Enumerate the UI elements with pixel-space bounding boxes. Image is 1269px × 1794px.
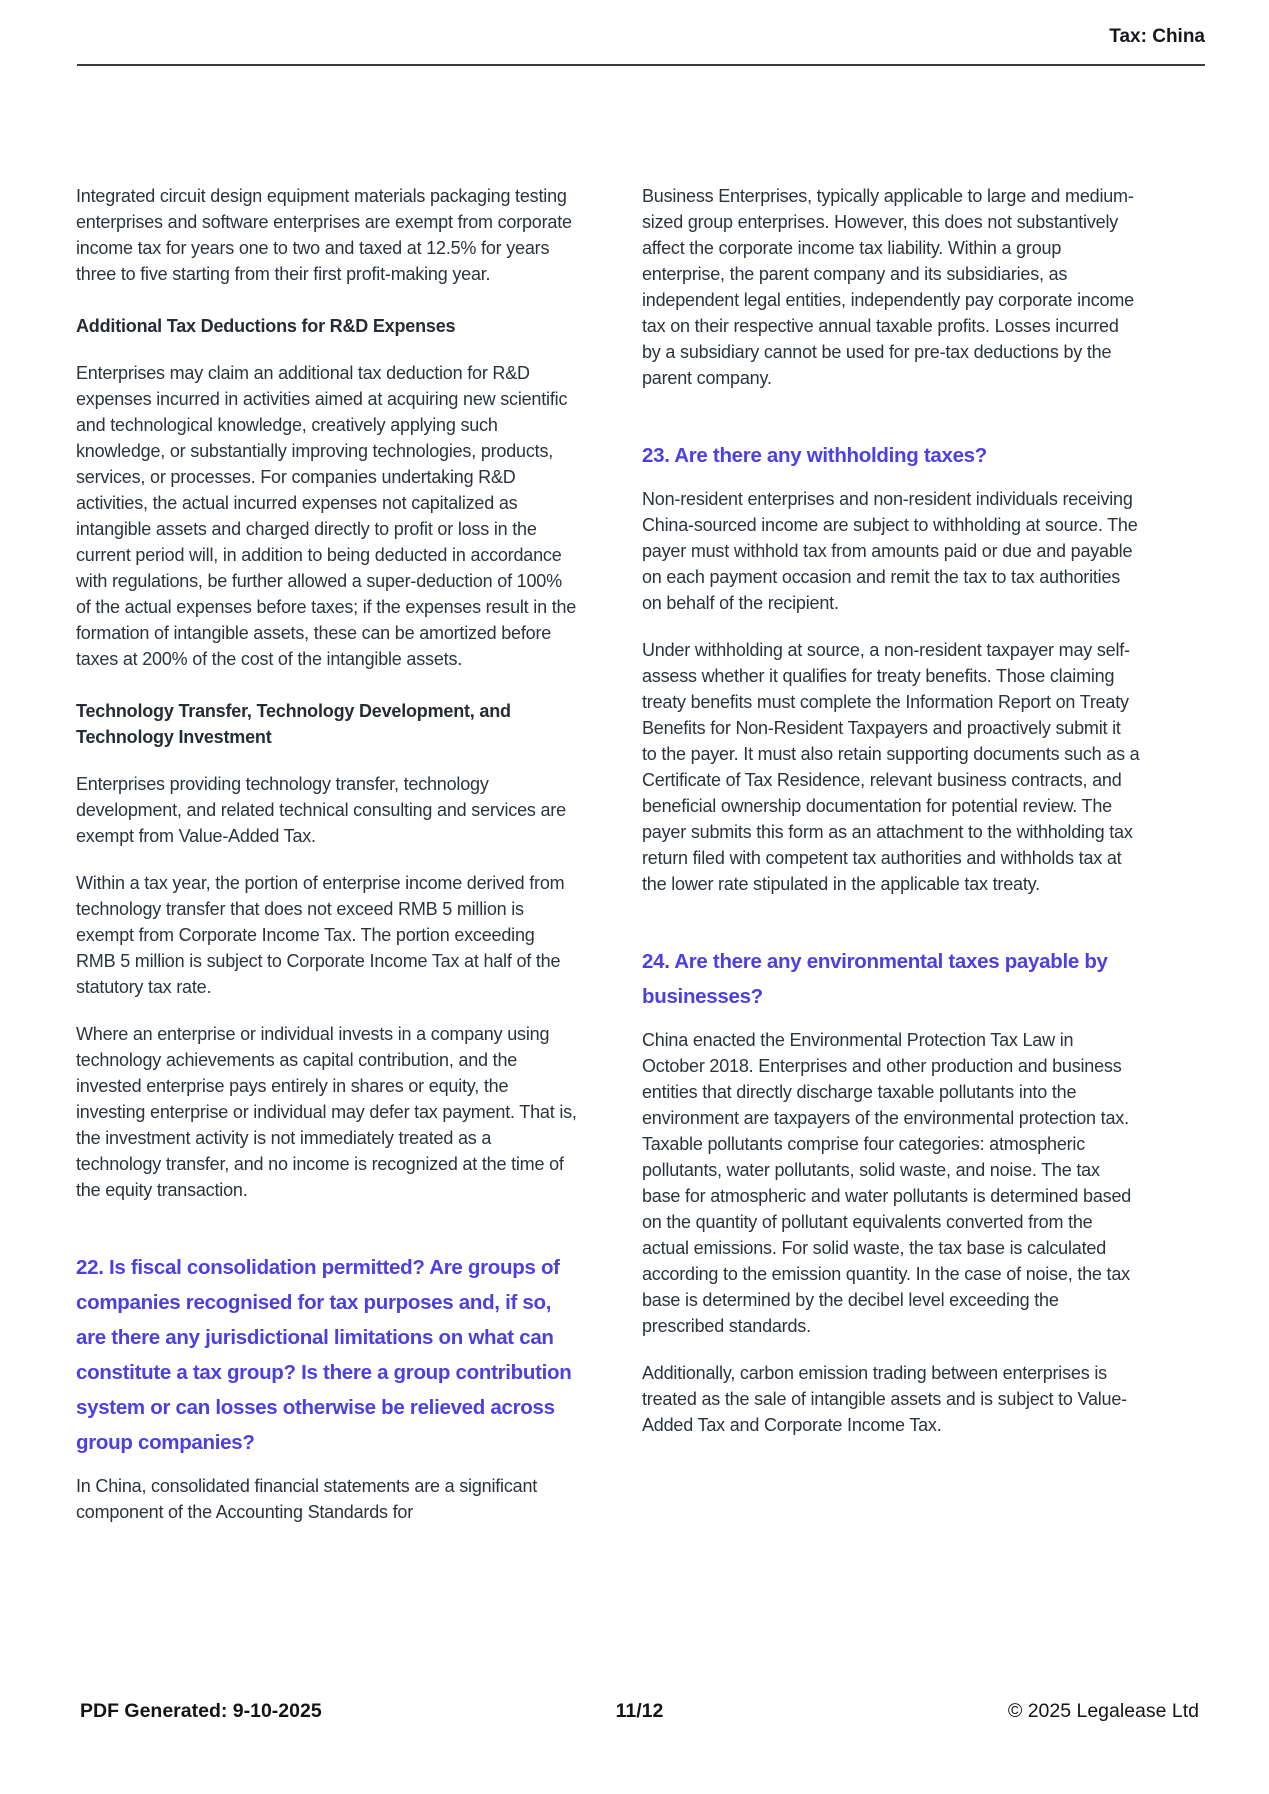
right-column	[642, 183, 1140, 1546]
paragraph: Enterprises providing technology transfer, technology development, and related technical consulting and services are exempt from Value-Added Tax.	[76, 774, 566, 846]
paragraph: In China, consolidated financial statements are a significant component of the Accounting Standards for	[76, 1476, 538, 1522]
page-content	[76, 183, 1140, 1546]
footer-generated-date: PDF Generated: 9-10-2025	[80, 1700, 322, 1722]
left-column	[76, 183, 578, 1546]
sub-heading: Additional Tax Deductions for R&D Expenses	[76, 316, 456, 336]
footer-page-number: 11/12	[615, 1700, 664, 1722]
sub-heading: Technology Transfer, Technology Development, and Technology Investment	[76, 701, 511, 747]
paragraph: Within a tax year, the portion of enterprise income derived from technology transfer that does not exceed RMB 5 million is exempt from Corporate Income Tax. The portion exceeding RMB 5 million is subject to Corporate Income Tax at half of the statutory tax rate.	[76, 873, 565, 997]
paragraph: Integrated circuit design equipment materials packaging testing enterprises and software enterprises are exempt from corporate income tax for years one to two and taxed at 12.5% for years three to five starting from their first profit-making year.	[76, 186, 572, 284]
page-footer	[80, 1700, 1199, 1723]
question-heading: 23. Are there any withholding taxes?	[642, 444, 987, 467]
paragraph: Additionally, carbon emission trading between enterprises is treated as the sale of intangible assets and is subject to Value-Added Tax and Corporate Income Tax.	[642, 1363, 1127, 1435]
paragraph: Non-resident enterprises and non-resident individuals receiving China-sourced income are subject to withholding at source. The payer must withhold tax from amounts paid or due and payable on each payment occasion and remit the tax to tax authorities on behalf of the recipient.	[642, 489, 1138, 613]
footer-copyright: © 2025 Legalease Ltd	[1007, 1700, 1200, 1722]
question-heading: 24. Are there any environmental taxes payable by businesses?	[642, 950, 1108, 1008]
page-header	[77, 26, 1205, 66]
paragraph: Business Enterprises, typically applicable to large and medium-sized group enterprises. However, this does not substantively affect the corporate income tax liability. Within a group enterprise, the parent company and its subsidiaries, as independent legal entities, independently pay corporate income tax on their respective annual taxable profits. Losses incurred by a subsidiary cannot be used for pre-tax deductions by the parent company.	[642, 186, 1134, 388]
paragraph: Under withholding at source, a non-resident taxpayer may self-assess whether it qualifies for treaty benefits. Those claiming treaty benefits must complete the Information Report on Treaty Benefits for Non-Resident Taxpayers and proactively submit it to the payer. It must also retain supporting documents such as a Certificate of Tax Residence, relevant business contracts, and beneficial ownership documentation for potential review. The payer submits this form as an attachment to the withholding tax return filed with competent tax authorities and withholds tax at the lower rate stipulated in the applicable tax treaty.	[642, 640, 1140, 894]
paragraph: Where an enterprise or individual invests in a company using technology achievements as capital contribution, and the invested enterprise pays entirely in shares or equity, the investing enterprise or individual may defer tax payment. That is, the investment activity is not immediately treated as a technology transfer, and no income is recognized at the time of the equity transaction.	[76, 1024, 577, 1200]
document-title: Tax: China	[1109, 26, 1205, 47]
question-heading: 22. Is fiscal consolidation permitted? Are groups of companies recognised for tax purposes and, if so, are there any jurisdictional limitations on what can constitute a tax group? Is there a group contribution system or can losses otherwise be relieved across group companies?	[76, 1256, 572, 1454]
paragraph: Enterprises may claim an additional tax deduction for R&D expenses incurred in activities aimed at acquiring new scientific and technological knowledge, creatively applying such knowledge, or substantially improving technologies, products, services, or processes. For companies undertaking R&D activities, the actual incurred expenses not capitalized as intangible assets and charged directly to profit or loss in the current period will, in addition to being deducted in accordance with regulations, be further allowed a super-deduction of 100% of the actual expenses before taxes; if the expenses result in the formation of intangible assets, these can be amortized before taxes at 200% of the cost of the intangible assets.	[76, 363, 577, 669]
paragraph: China enacted the Environmental Protection Tax Law in October 2018. Enterprises and other production and business entities that directly discharge taxable pollutants into the environment are taxpayers of the environmental protection tax. Taxable pollutants comprise four categories: atmospheric pollutants, water pollutants, solid waste, and noise. The tax base for atmospheric and water pollutants is determined based on the quantity of pollutant equivalents converted from the actual emissions. For solid waste, the tax base is calculated according to the emission quantity. In the case of noise, the tax base is determined by the decibel level exceeding the prescribed standards.	[642, 1030, 1132, 1336]
